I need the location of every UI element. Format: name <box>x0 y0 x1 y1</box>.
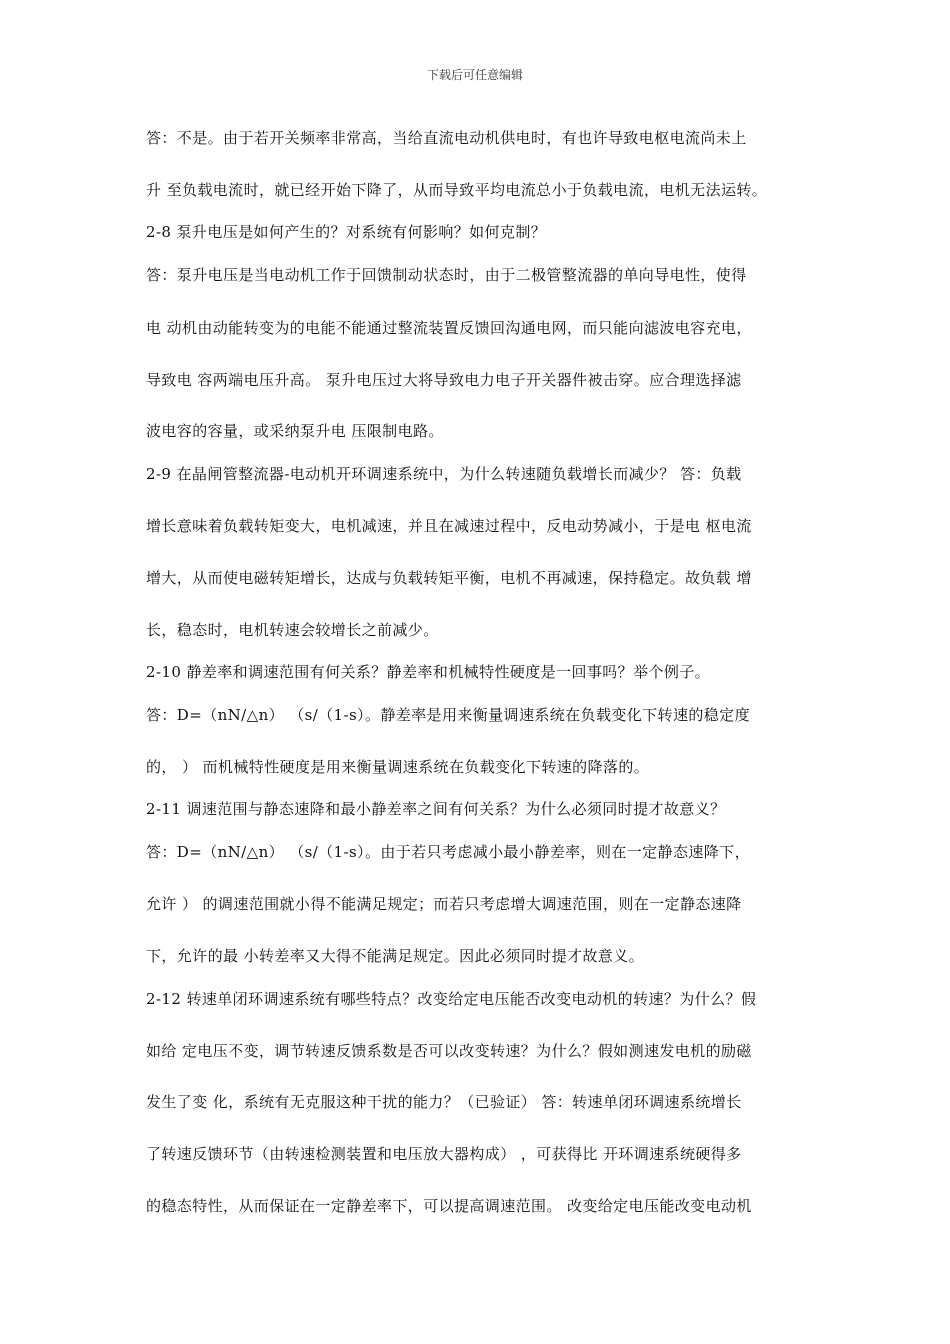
page-header: 下载后可任意编辑 <box>426 68 523 82</box>
text-line: 允许 ） 的调速范围就小得不能满足规定；而若只考虑增大调速范围，则在一定静态速降 <box>146 895 742 913</box>
text-line: 发生了变 化，系统有无克服这种干扰的能力？（已验证） 答：转速单闭环调速系统增长 <box>146 1093 742 1111</box>
text-line: 下，允许的最 小转差率又大得不能满足规定。因此必须同时提才故意义。 <box>146 947 644 965</box>
question-line: 2-12 转速单闭环调速系统有哪些特点？改变给定电压能否改变电动机的转速？为什么？假 <box>146 990 757 1008</box>
text-line: 导致电 容两端电压升高。 泵升电压过大将导致电力电子开关器件被击穿。应合理选择滤 <box>146 371 742 389</box>
text-line: 升 至负载电流时，就已经开始下降了，从而导致平均电流总小于负载电流，电机无法运转。 <box>146 181 768 199</box>
text-line: 波电容的容量，或采纳泵升电 压限制电路。 <box>146 422 444 440</box>
text-line: 答：D=（nN/△n） （s/（1-s）。静差率是用来衡量调速系统在负载变化下转速的稳定度 <box>146 706 750 724</box>
text-line: 增大，从而使电磁转矩增长，达成与负载转矩平衡，电机不再减速，保持稳定。故负载 增 <box>146 569 752 587</box>
question-line: 2-8 泵升电压是如何产生的？对系统有何影响？如何克制？ <box>146 223 547 241</box>
text-line: 长，稳态时，电机转速会较增长之前减少。 <box>146 621 439 639</box>
question-line: 2-9 在晶闸管整流器-电动机开环调速系统中，为什么转速随负载增长而减少？ 答：负载 <box>146 465 742 483</box>
text-line: 电 动机由动能转变为的电能不能通过整流装置反馈回沟通电网，而只能向滤波电容充电， <box>146 319 752 337</box>
text-line: 的稳态特性，从而保证在一定静差率下，可以提高调速范围。 改变给定电压能改变电动机 <box>146 1197 752 1215</box>
text-line: 答：D=（nN/△n） （s/（1-s）。由于若只考虑减小最小静差率，则在一定静态速降下， <box>146 843 750 861</box>
question-line: 2-10 静差率和调速范围有何关系？静差率和机械特性硬度是一回事吗？举个例子。 <box>146 663 711 681</box>
text-line: 的， ） 而机械特性硬度是用来衡量调速系统在负载变化下转速的降落的。 <box>146 758 650 776</box>
text-line: 答：泵升电压是当电动机工作于回馈制动状态时，由于二极管整流器的单向导电性，使得 <box>146 266 747 284</box>
text-line: 如给 定电压不变，调节转速反馈系数是否可以改变转速？为什么？假如测速发电机的励磁 <box>146 1042 752 1060</box>
text-line: 了转速反馈环节（由转速检测装置和电压放大器构成） ，可获得比 开环调速系统硬得多 <box>146 1145 742 1163</box>
text-line: 增长意味着负载转矩变大，电机减速，并且在减速过程中，反电动势减小，于是电 枢电流 <box>146 517 752 535</box>
text-line: 答：不是。由于若开关频率非常高，当给直流电动机供电时，有也许导致电枢电流尚未上 <box>146 129 747 147</box>
question-line: 2-11 调速范围与静态速降和最小静差率之间有何关系？为什么必须同时提才故意义？ <box>146 800 726 818</box>
